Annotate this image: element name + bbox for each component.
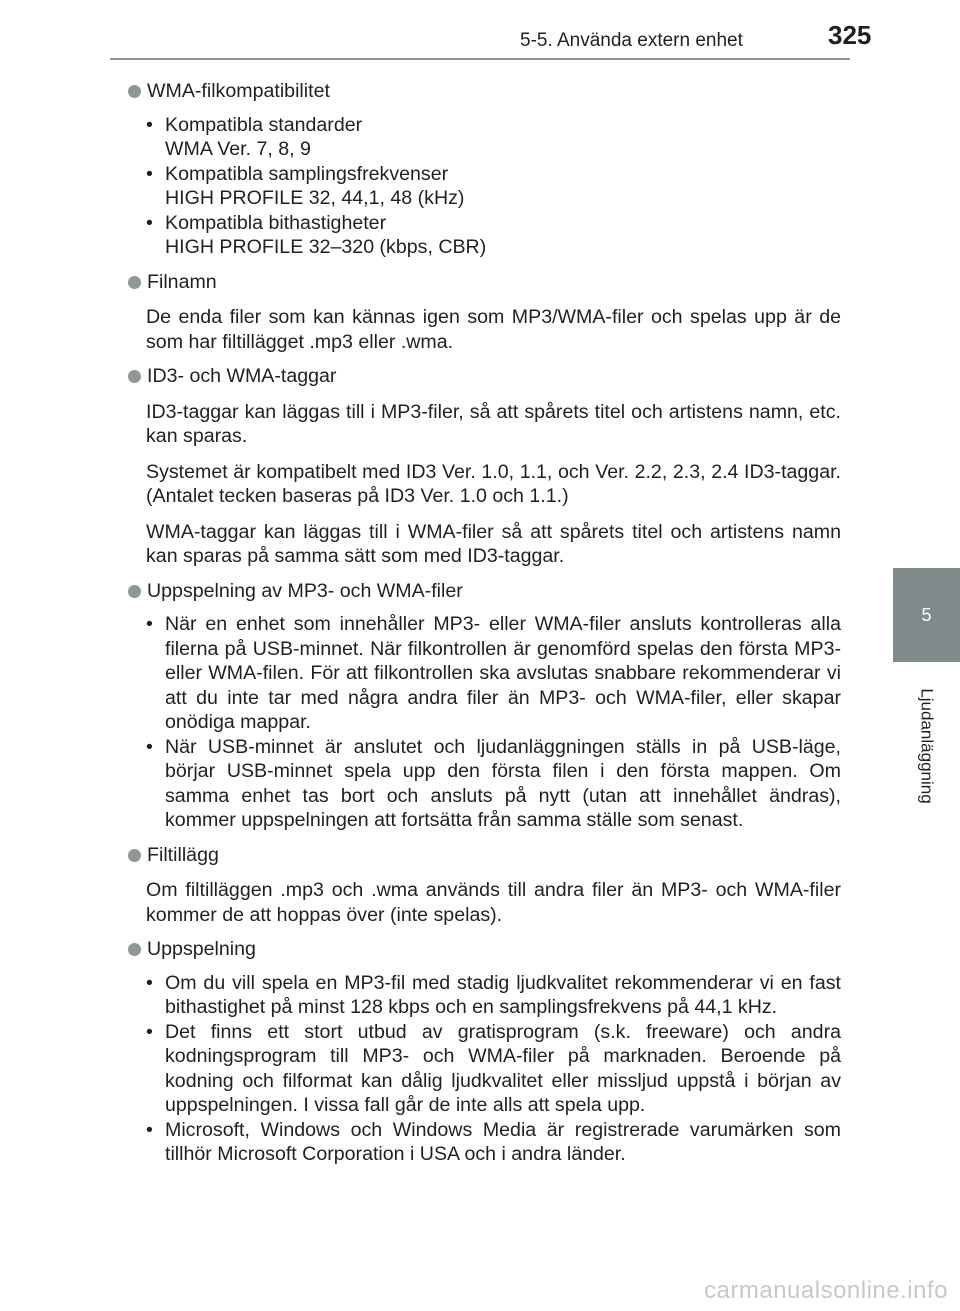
section-heading — [128, 843, 841, 868]
section-heading — [128, 270, 841, 295]
section-file-extension — [128, 843, 841, 928]
bullet-dot-icon — [128, 943, 141, 956]
section-filename — [128, 270, 841, 355]
list-item: • När en enhet som innehåller MP3- eller WMA-filer ansluts kontrolleras alla filerna på USB-minnet. När filkontrollen är genomförd spelas den första MP3- eller WMA-filen. För att filkontrollen ska avslutas snabbare rekommenderar vi att du inte tar med några andra filer än MP3- och WMA-filer, eller skapar onödiga mappar. — [146, 612, 841, 735]
section-title: Filnamn — [147, 270, 217, 293]
section-playback-mp3-wma — [128, 579, 841, 833]
chapter-tab-label: Ljudanläggning — [917, 688, 937, 804]
header-section-title: 5-5. Använda extern enhet — [520, 30, 743, 51]
section-title: Uppspelning — [147, 938, 256, 960]
section-title: Uppspelning av MP3- och WMA-filer — [147, 579, 463, 602]
section-title: ID3- och WMA-taggar — [147, 365, 337, 387]
bullet-dot-icon — [128, 276, 141, 289]
list-item: • Det finns ett stort utbud av gratisprogram (s.k. freeware) och andra kodningsprogram till MP3- och WMA-filer på marknaden. Beroende på kodning och filformat kan dålig ljudkvalitet eller missljud uppstå i början av uppspelningen. I vissa fall går de inte alls att spela upp. — [146, 1020, 841, 1118]
list-item: • Kompatibla samplingsfrekvenser HIGH PROFILE 32, 44,1, 48 (kHz) — [146, 162, 841, 211]
section-heading — [128, 937, 841, 962]
list-item: • Kompatibla standarder WMA Ver. 7, 8, 9 — [146, 113, 841, 162]
paragraph: Om filtilläggen .mp3 och .wma används till andra filer än MP3- och WMA-filer kommer de att hoppas över (inte spelas). — [146, 879, 841, 926]
header-divider — [110, 58, 850, 60]
paragraph: De enda filer som kan kännas igen som MP3/WMA-filer och spelas upp är de som har filtillägget .mp3 eller .wma. — [146, 306, 841, 353]
section-wma-compat — [128, 79, 841, 260]
bullet-dot-icon — [128, 585, 141, 598]
paragraph: Systemet är kompatibelt med ID3 Ver. 1.0, 1.1, och Ver. 2.2, 2.3, 2.4 ID3-taggar. (Antalet tecken baseras på ID3 Ver. 1.0 och 1.1.) — [146, 460, 841, 507]
bullet-dot-icon — [128, 849, 141, 862]
section-id3-tags — [128, 364, 841, 569]
watermark: carmanualsonline.info — [704, 1277, 948, 1304]
section-title: WMA-filkompatibilitet — [147, 80, 330, 102]
section-heading — [128, 579, 841, 604]
bullet-dot-icon — [128, 370, 141, 383]
chapter-tab — [893, 662, 960, 830]
list-item: • Kompatibla bithastigheter HIGH PROFILE 32–320 (kbps, CBR) — [146, 211, 841, 260]
bullet-list — [128, 971, 841, 1167]
bullet-list — [128, 612, 841, 833]
list-item: • Om du vill spela en MP3-fil med stadig ljudkvalitet rekommenderar vi en fast bithastighet på minst 128 kbps och en samplingsfrekvens på 44,1 kHz. — [146, 971, 841, 1020]
bullet-list — [128, 113, 841, 260]
section-playback — [128, 937, 841, 1167]
section-title: Filtillägg — [147, 843, 219, 866]
page-number: 325 — [828, 20, 872, 50]
paragraph: WMA-taggar kan läggas till i WMA-filer så att spårets titel och artistens namn kan sparas på samma sätt som med ID3-taggar. — [146, 520, 841, 567]
chapter-tab-number: 5 — [893, 568, 960, 662]
bullet-dot-icon — [128, 85, 141, 98]
paragraph: ID3-taggar kan läggas till i MP3-filer, så att spårets titel och artistens namn, etc. kan sparas. — [146, 400, 841, 447]
page-content — [128, 73, 841, 1177]
section-heading — [128, 79, 841, 104]
list-item: • När USB-minnet är anslutet och ljudanläggningen ställs in på USB-läge, börjar USB-minnet spela upp den första filen i den första mappen. Om samma enhet tas bort och ansluts på nytt (utan att innehållet ändras), kommer uppspelningen att fortsätta från samma ställe som senast. — [146, 735, 841, 833]
section-heading — [128, 364, 841, 389]
list-item: • Microsoft, Windows och Windows Media är registrerade varumärken som tillhör Microsoft Corporation i USA och i andra länder. — [146, 1118, 841, 1167]
